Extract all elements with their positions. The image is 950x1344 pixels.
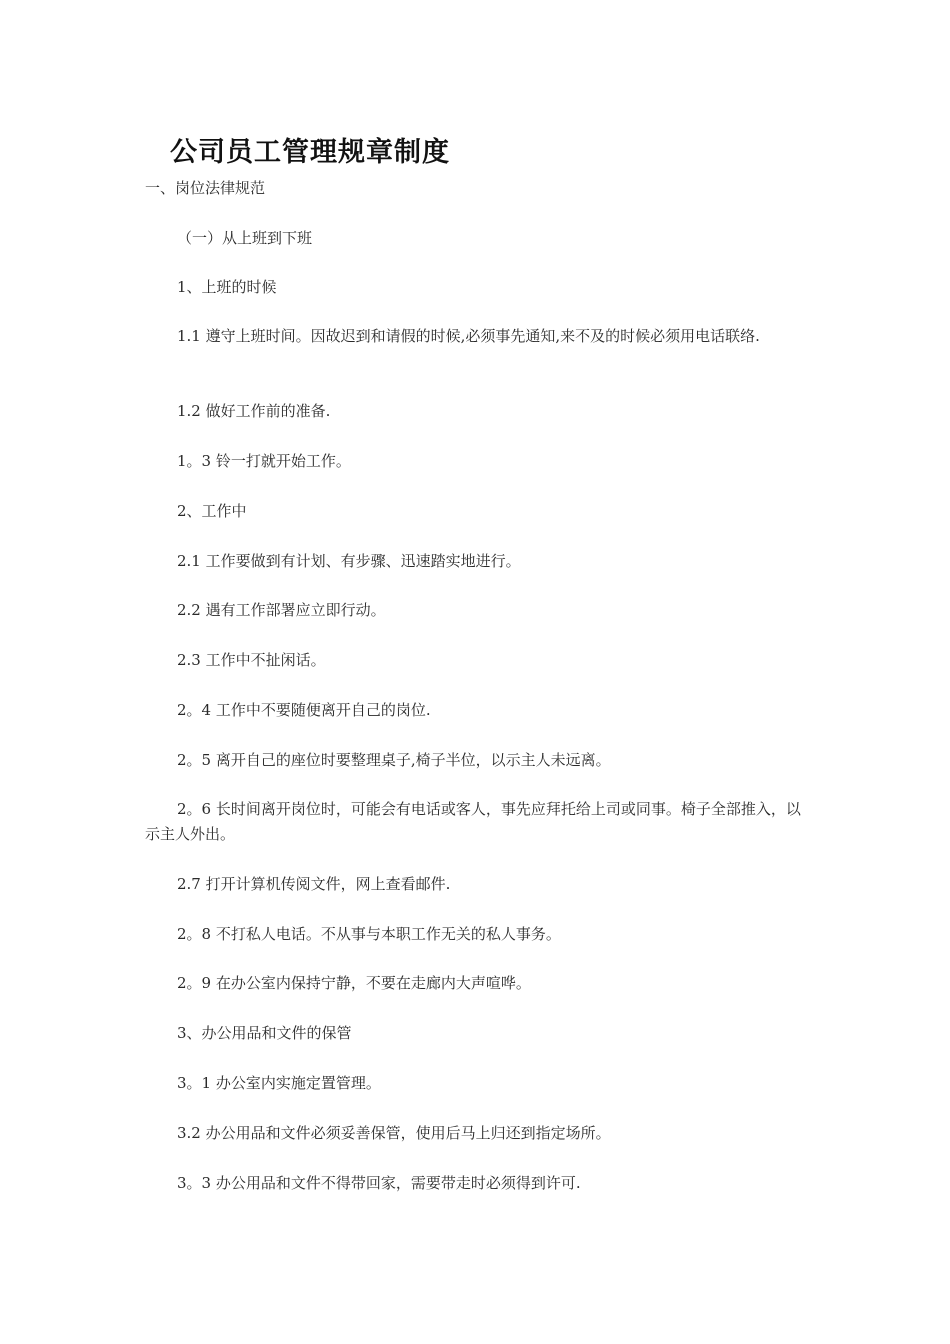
paragraph: 1.2 做好工作前的准备. xyxy=(177,402,331,420)
paragraph: 3。3 办公用品和文件不得带回家，需要带走时必须得到许可. xyxy=(177,1174,581,1192)
paragraph: 2。6 长时间离开岗位时，可能会有电话或客人，事先应拜托给上司或同事。椅子全部推入，以示主人外出。 xyxy=(145,800,801,843)
paragraph: 2.7 打开计算机传阅文件，网上查看邮件. xyxy=(177,875,451,893)
paragraph: 1.1 遵守上班时间。因故迟到和请假的时候,必须事先通知,来不及的时候必须用电话联络. xyxy=(177,327,760,345)
paragraph: 2。5 离开自己的座位时要整理桌子,椅子半位，以示主人未远离。 xyxy=(177,751,611,769)
section-heading: 一、岗位法律规范 xyxy=(145,179,266,197)
paragraph: 3.2 办公用品和文件必须妥善保管，使用后马上归还到指定场所。 xyxy=(177,1124,611,1142)
paragraph: 2。9 在办公室内保持宁静，不要在走廊内大声喧哗。 xyxy=(177,974,531,992)
item-heading: 3、办公用品和文件的保管 xyxy=(177,1024,352,1042)
paragraph: 2.3 工作中不扯闲话。 xyxy=(177,651,326,669)
item-heading: 2、工作中 xyxy=(177,502,247,520)
paragraph: 2.2 遇有工作部署应立即行动。 xyxy=(177,601,386,619)
paragraph: 2。8 不打私人电话。不从事与本职工作无关的私人事务。 xyxy=(177,925,561,943)
document-title: 公司员工管理规章制度 xyxy=(170,137,450,168)
paragraph: 3。1 办公室内实施定置管理。 xyxy=(177,1074,381,1092)
subsection-heading: （一）从上班到下班 xyxy=(177,229,313,247)
paragraph: 2.1 工作要做到有计划、有步骤、迅速踏实地进行。 xyxy=(177,552,521,570)
item-heading: 1、上班的时候 xyxy=(177,278,277,296)
paragraph: 2。4 工作中不要随便离开自己的岗位. xyxy=(177,701,431,719)
paragraph: 1。3 铃一打就开始工作。 xyxy=(177,452,351,470)
